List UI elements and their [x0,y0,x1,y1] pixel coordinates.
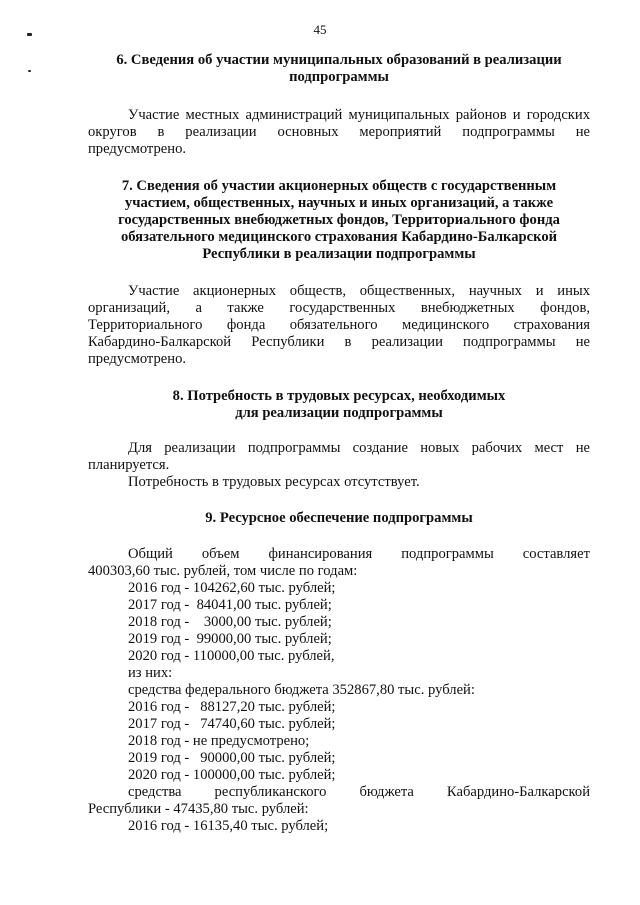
of-them-label: из них: [128,665,173,681]
scan-mark [28,70,31,72]
federal-budget-line: средства федерального бюджета 352867,80 тыс. рублей: [128,682,475,698]
section-9-heading: 9. Ресурсное обеспечение подпрограммы [205,510,473,526]
page-number: 45 [313,22,327,37]
total-year-item: 2019 год - 99000,00 тыс. рублей; [128,631,332,647]
republic-budget-line: Республики - 47435,80 тыс. рублей: [88,801,309,817]
section-6-body-line: округов в реализации основных мероприятий подпрограммы не [88,124,590,140]
federal-year-item: 2016 год - 88127,20 тыс. рублей; [128,699,336,715]
section-6-heading-line: 6. Сведения об участии муниципальных образований в реализации [116,52,562,68]
section-7-body-line: Участие акционерных обществ, общественных, научных и иных [128,283,590,299]
section-8-body-line: Потребность в трудовых ресурсах отсутствует. [128,474,420,490]
section-7-heading-line: обязательного медицинского страхования Кабардино-Балкарской [120,229,558,245]
section-6-body-line: Участие местных администраций муниципальных районов и городских [128,107,590,123]
section-7-body-line: организаций, а также государственных внебюджетных фондов, [88,300,590,316]
scan-mark [27,33,32,36]
section-7-heading-line: 7. Сведения об участии акционерных обществ с государственным [121,178,557,194]
section-7-body-line: Кабардино-Балкарской Республики в реализации подпрограммы не [88,334,590,350]
federal-year-item: 2019 год - 90000,00 тыс. рублей; [128,750,336,766]
total-year-item: 2018 год - 3000,00 тыс. рублей; [128,614,332,630]
republic-budget-line: средства республиканского бюджета Кабардино-Балкарской [128,784,590,800]
section-9-intro-line: Общий объем финансирования подпрограммы составляет [128,546,590,562]
total-year-item: 2020 год - 110000,00 тыс. рублей, [128,648,335,664]
section-8-body-line: планируется. [88,457,170,473]
federal-year-item: 2020 год - 100000,00 тыс. рублей; [128,767,336,783]
section-7-body-line: предусмотрено. [88,351,187,367]
section-8-heading-line: для реализации подпрограммы [235,405,443,421]
section-6-heading-line: подпрограммы [289,69,389,85]
total-year-item: 2016 год - 104262,60 тыс. рублей; [128,580,336,596]
section-7-body-line: Территориального фонда обязательного медицинского страхования [88,317,590,333]
federal-year-item: 2018 год - не предусмотрено; [128,733,310,749]
section-8-heading-line: 8. Потребность в трудовых ресурсах, необходимых [172,388,506,404]
section-9-intro-line: 400303,60 тыс. рублей, том числе по годам: [88,563,358,579]
total-year-item: 2017 год - 84041,00 тыс. рублей; [128,597,332,613]
section-7-heading-line: Республики в реализации подпрограммы [202,246,476,262]
section-8-body-line: Для реализации подпрограммы создание новых рабочих мест не [128,440,590,456]
federal-year-item: 2017 год - 74740,60 тыс. рублей; [128,716,336,732]
section-7-heading-line: государственных внебюджетных фондов, Территориального фонда [118,212,560,228]
section-6-body-line: предусмотрено. [88,141,187,157]
section-7-heading-line: участием, общественных, научных и иных организаций, а также [124,195,554,211]
republic-year-item: 2016 год - 16135,40 тыс. рублей; [128,818,329,834]
